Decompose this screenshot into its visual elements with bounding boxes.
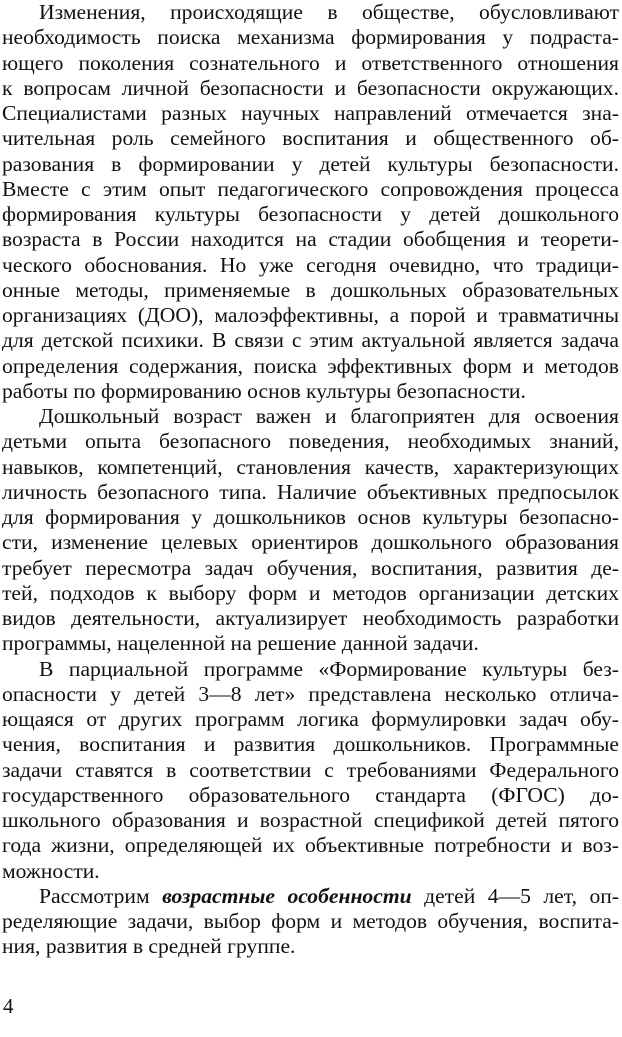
- text-line: В парциальной программе «Формирование культуры без-: [39, 656, 619, 681]
- text-line: чительная роль семейного воспитания и общественного об-: [2, 126, 619, 151]
- paragraph-1: [2, 0, 619, 404]
- text-line: ющего поколения сознательного и ответственного отношения: [2, 50, 619, 75]
- text-line: Специалистами разных научных направлений отмечается зна-: [2, 101, 619, 125]
- text-line: государственного образовательного стандарта (ФГОС) до-: [2, 782, 619, 807]
- text-line: Вместе с этим опыт педагогического сопровождения процесса: [2, 176, 619, 201]
- page-body: [2, 0, 619, 960]
- text-line: опасности у детей 3—8 лет» представлена несколько отлича-: [2, 681, 619, 706]
- text-line: необходимость поиска механизма формирования у подраста-: [2, 25, 619, 50]
- text-line: личность безопасного типа. Наличие объективных предпосылок: [2, 479, 619, 504]
- text-line: разования в формировании у детей культуры безопасности.: [2, 151, 619, 176]
- text-line: ческого обоснования. Но уже сегодня очевидно, что традици-: [2, 252, 619, 277]
- text-line: Дошкольный возраст важен и благоприятен для освоения: [39, 404, 619, 428]
- text-span: детей 4—5 лет, оп-: [424, 883, 619, 908]
- paragraph-4: [2, 884, 619, 960]
- text-line: возраста в России находится на стадии обобщения и теорети-: [2, 227, 619, 252]
- paragraph-2: [2, 404, 619, 657]
- text-line: формирования культуры безопасности у детей дошкольного: [2, 202, 619, 226]
- text-line: навыков, компетенций, становления качеств, характеризующих: [2, 454, 619, 479]
- emphasized-term: возрастные особенности: [162, 883, 412, 908]
- text-line: организациях (ДОО), малоэффективны, а порой и травматичны: [2, 303, 619, 327]
- page-number: 4: [3, 994, 14, 1018]
- text-span: Рассмотрим: [39, 883, 150, 908]
- text-line: детьми опыта безопасного поведения, необходимых знаний,: [2, 429, 619, 454]
- text-line: можности.: [2, 858, 100, 883]
- text-line: видов деятельности, актуализирует необходимость разработки: [2, 606, 619, 630]
- text-line: онные методы, применяемые в дошкольных образовательных: [2, 277, 619, 302]
- text-line: к вопросам личной безопасности и безопасности окружающих.: [2, 75, 619, 100]
- text-line: работы по формированию основ культуры безопасности.: [2, 378, 526, 403]
- text-line: тей, подходов к выбору форм и методов организации детских: [2, 580, 619, 605]
- text-line: школьного образования и возрастной спецификой детей пятого: [2, 808, 619, 832]
- text-line: программы, нацеленной на решение данной задачи.: [2, 631, 479, 656]
- text-line: ределяющие задачи, выбор форм и методов обучения, воспита-: [2, 909, 619, 933]
- text-line: для формирования у дошкольников основ культуры безопасно-: [2, 505, 619, 529]
- text-line: задачи ставятся в соответствии с требованиями Федерального: [2, 757, 619, 782]
- text-line: ния, развития в средней группе.: [2, 934, 296, 959]
- text-line: сти, изменение целевых ориентиров дошкольного образования: [2, 530, 619, 555]
- text-line: чения, воспитания и развития дошкольников. Программные: [2, 732, 619, 757]
- text-line: Изменения, происходящие в обществе, обусловливают: [39, 0, 619, 24]
- text-line: [2, 884, 619, 909]
- text-line: требует пересмотра задач обучения, воспитания, развития де-: [2, 555, 619, 580]
- text-line: определения содержания, поиска эффективных форм и методов: [2, 353, 619, 378]
- paragraph-3: [2, 657, 619, 884]
- text-line: ющаяся от других программ логика формулировки задач обу-: [2, 707, 619, 731]
- text-line: для детской психики. В связи с этим актуальной является задача: [2, 328, 619, 353]
- text-line: года жизни, определяющей их объективные потребности и воз-: [2, 833, 619, 858]
